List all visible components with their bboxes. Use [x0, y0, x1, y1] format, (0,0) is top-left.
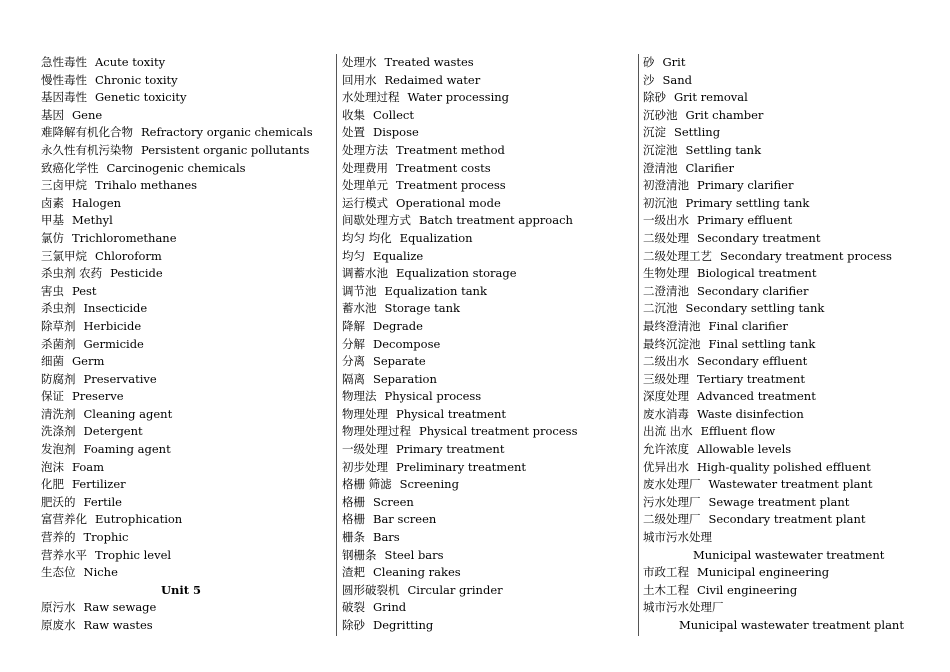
term-english: Equalization tank: [384, 283, 487, 298]
glossary-entry: [643, 265, 933, 283]
term-chinese: 肥沃的: [41, 494, 76, 509]
term-english: Trophic: [83, 530, 129, 545]
term-chinese: 城市污水处理: [643, 530, 712, 545]
glossary-entry: [342, 336, 632, 354]
term-english: Separation: [373, 371, 437, 386]
glossary-entry: [342, 547, 632, 565]
term-chinese: 深度处理: [643, 389, 689, 404]
term-chinese: 圆形破裂机: [342, 582, 400, 597]
glossary-entry: [643, 107, 933, 125]
term-english: Steel bars: [384, 547, 444, 562]
term-chinese: 分离: [342, 354, 365, 369]
term-chinese: 防腐剂: [41, 371, 76, 386]
term-chinese: 杀虫剂 农药: [41, 266, 103, 281]
term-english: Dispose: [373, 125, 419, 140]
glossary-entry: [342, 160, 632, 178]
glossary-entry: [41, 353, 321, 371]
term-english: Civil engineering: [697, 582, 798, 597]
term-chinese: 除砂: [643, 90, 666, 105]
term-chinese: 二澄清池: [643, 283, 689, 298]
glossary-entry: [342, 195, 632, 213]
term-chinese: 破裂: [342, 600, 365, 615]
term-english: Grit: [662, 55, 686, 69]
term-english: Preliminary treatment: [396, 459, 527, 474]
term-chinese: 二级处理: [643, 230, 689, 245]
term-chinese: 富营养化: [41, 512, 87, 527]
term-english: Treatment method: [396, 142, 505, 157]
term-english: Operational mode: [396, 195, 501, 210]
glossary-entry: [643, 511, 933, 529]
term-chinese: 一级处理: [342, 442, 388, 457]
term-english: Settling: [674, 125, 721, 140]
term-english: Redaimed water: [384, 72, 481, 87]
glossary-entry: [41, 283, 321, 301]
term-chinese: 优异出水: [643, 459, 689, 474]
term-chinese: 调蓄水池: [342, 266, 388, 281]
term-chinese: 钢栅条: [342, 547, 377, 562]
term-english: Grit removal: [674, 90, 748, 105]
glossary-entry: [41, 89, 321, 107]
glossary-entry: [342, 494, 632, 512]
term-english: Treatment process: [396, 178, 506, 193]
term-english: Final settling tank: [708, 336, 816, 351]
term-english: Cleaning agent: [83, 406, 173, 421]
glossary-entry: [342, 529, 632, 547]
term-english: Bars: [373, 530, 400, 545]
term-chinese: 格栅: [342, 494, 365, 509]
term-chinese: 难降解有机化合物: [41, 125, 133, 140]
term-chinese: 二级处理工艺: [643, 248, 712, 263]
term-chinese: 水处理过程: [342, 90, 400, 105]
column-divider-2: [638, 54, 639, 636]
glossary-entry: [342, 177, 632, 195]
glossary-entry: [41, 54, 321, 72]
glossary-entry: [41, 371, 321, 389]
glossary-column-1: [41, 54, 321, 635]
term-chinese: 城市污水处理厂: [643, 600, 724, 615]
term-chinese: 氯仿: [41, 230, 64, 245]
term-chinese: 泡沫: [41, 459, 64, 474]
term-english: Secondary treatment: [697, 230, 821, 245]
glossary-entry: [643, 300, 933, 318]
term-english: Insecticide: [83, 301, 148, 316]
term-chinese: 允许浓度: [643, 442, 689, 457]
term-english: Chloroform: [95, 248, 162, 263]
term-chinese: 初澄清池: [643, 178, 689, 193]
term-english: Effluent flow: [700, 424, 776, 439]
term-chinese: 物理处理过程: [342, 424, 411, 439]
term-english: Cleaning rakes: [373, 565, 461, 580]
glossary-entry: [643, 423, 933, 441]
term-english: Screening: [399, 477, 459, 492]
section-heading: Unit 5: [160, 582, 202, 597]
term-english: Raw sewage: [83, 600, 157, 615]
glossary-entry: [342, 371, 632, 389]
term-english: Wastewater treatment plant: [708, 477, 873, 492]
term-english: Bar screen: [373, 512, 437, 527]
glossary-entry: [342, 353, 632, 371]
glossary-entry: [41, 476, 321, 494]
glossary-entry: [41, 388, 321, 406]
term-english: Final clarifier: [708, 318, 788, 333]
term-chinese: 蓄水池: [342, 301, 377, 316]
term-english: Trophic level: [95, 547, 172, 562]
glossary-entry: [643, 353, 933, 371]
glossary-entry: [643, 459, 933, 477]
glossary-entry: [643, 336, 933, 354]
glossary-entry: [643, 441, 933, 459]
glossary-entry: [342, 423, 632, 441]
term-chinese: 间歇处理方式: [342, 213, 411, 228]
glossary-entry: [41, 265, 321, 283]
glossary-entry: [342, 441, 632, 459]
glossary-entry: [41, 406, 321, 424]
glossary-entry: [643, 283, 933, 301]
glossary-entry: [643, 230, 933, 248]
term-english: Primary settling tank: [685, 195, 810, 210]
term-chinese: 基因: [41, 107, 64, 122]
term-english: Degritting: [373, 618, 434, 632]
term-english: Herbicide: [83, 318, 142, 333]
term-chinese: 处置: [342, 125, 365, 140]
term-chinese: 运行模式: [342, 195, 388, 210]
term-chinese: 永久性有机污染物: [41, 142, 133, 157]
term-english: Circular grinder: [407, 582, 503, 597]
glossary-entry: [643, 529, 933, 547]
term-english: Degrade: [373, 318, 423, 333]
term-chinese: 降解: [342, 318, 365, 333]
term-chinese: 原废水: [41, 618, 76, 632]
term-english: Grit chamber: [685, 107, 764, 122]
glossary-entry: [342, 511, 632, 529]
glossary-entry: [342, 617, 632, 635]
term-english: Secondary treatment plant: [708, 512, 866, 527]
glossary-entry: [41, 107, 321, 125]
term-english: Genetic toxicity: [95, 90, 187, 105]
term-chinese: 初步处理: [342, 459, 388, 474]
term-chinese: 基因毒性: [41, 90, 87, 105]
term-chinese: 澄清池: [643, 160, 678, 175]
term-chinese: 出流 出水: [643, 424, 693, 439]
glossary-entry: [41, 494, 321, 512]
term-english: Gene: [72, 107, 103, 122]
term-english: Secondary treatment process: [720, 248, 892, 263]
glossary-entry: [342, 89, 632, 107]
term-english: Decompose: [373, 336, 441, 351]
term-chinese: 格栅 筛滤: [342, 477, 392, 492]
term-english: Storage tank: [384, 301, 460, 316]
term-english: Refractory organic chemicals: [141, 125, 313, 140]
term-english: Separate: [373, 354, 426, 369]
glossary-entry: [643, 124, 933, 142]
term-chinese: 均匀 均化: [342, 230, 392, 245]
term-english: High-quality polished effluent: [697, 459, 871, 474]
term-chinese: 分解: [342, 336, 365, 351]
term-english: Equalization: [399, 230, 473, 245]
term-english: Carcinogenic chemicals: [106, 160, 246, 175]
term-english: Trihalo methanes: [95, 178, 198, 193]
glossary-entry: [41, 300, 321, 318]
glossary-entry: [342, 72, 632, 90]
glossary-entry: [643, 248, 933, 266]
term-chinese: 害虫: [41, 283, 64, 298]
term-chinese: 三级处理: [643, 371, 689, 386]
term-chinese: 化肥: [41, 477, 64, 492]
term-english: Foam: [72, 459, 105, 474]
term-english: Primary treatment: [396, 442, 505, 457]
term-english: Primary effluent: [697, 213, 793, 228]
term-chinese: 卤素: [41, 195, 64, 210]
term-chinese: 收集: [342, 107, 365, 122]
glossary-entry: [342, 388, 632, 406]
term-chinese: 慢性毒性: [41, 72, 87, 87]
term-chinese: 除砂: [342, 618, 365, 632]
glossary-entry: [342, 564, 632, 582]
glossary-entry: [643, 599, 933, 617]
term-english: Municipal wastewater treatment plant: [679, 618, 904, 632]
term-english: Allowable levels: [697, 442, 792, 457]
term-chinese: 废水消毒: [643, 406, 689, 421]
term-chinese: 急性毒性: [41, 55, 87, 69]
term-chinese: 回用水: [342, 72, 377, 87]
term-english: Clarifier: [685, 160, 734, 175]
term-chinese: 杀虫剂: [41, 301, 76, 316]
term-chinese: 最终澄清池: [643, 318, 701, 333]
glossary-entry: [41, 160, 321, 178]
glossary-column-2: [342, 54, 632, 635]
glossary-entry: [342, 212, 632, 230]
term-chinese: 沉淀池: [643, 142, 678, 157]
term-chinese: 三氯甲烷: [41, 248, 87, 263]
term-english: Halogen: [72, 195, 122, 210]
glossary-entry: [342, 459, 632, 477]
term-english: Collect: [373, 107, 414, 122]
term-english: Sewage treatment plant: [708, 494, 850, 509]
term-chinese: 隔离: [342, 371, 365, 386]
term-chinese: 栅条: [342, 530, 365, 545]
term-english: Preserve: [72, 389, 124, 404]
glossary-entry: [342, 107, 632, 125]
term-chinese: 均匀: [342, 248, 365, 263]
term-english: Equalization storage: [396, 266, 517, 281]
glossary-entry: [342, 124, 632, 142]
glossary-entry: [41, 212, 321, 230]
glossary-entry: [41, 564, 321, 582]
term-chinese: 杀菌剂: [41, 336, 76, 351]
term-english: Municipal engineering: [697, 565, 830, 580]
glossary-entry: [41, 511, 321, 529]
term-chinese: 保证: [41, 389, 64, 404]
glossary-entry: [643, 371, 933, 389]
term-english: Grind: [373, 600, 407, 615]
term-chinese: 沉砂池: [643, 107, 678, 122]
term-chinese: 物理处理: [342, 406, 388, 421]
glossary-entry: [41, 459, 321, 477]
term-chinese: 细菌: [41, 354, 64, 369]
term-english: Niche: [83, 565, 118, 580]
term-english: Physical treatment: [396, 406, 506, 421]
term-chinese: 洗涤剂: [41, 424, 76, 439]
glossary-entry: [41, 547, 321, 565]
term-english: Foaming agent: [83, 442, 171, 457]
term-chinese: 发泡剂: [41, 442, 76, 457]
term-chinese: 营养的: [41, 530, 76, 545]
term-english: Biological treatment: [697, 266, 817, 281]
term-chinese: 清洗剂: [41, 406, 76, 421]
term-chinese: 二沉池: [643, 301, 678, 316]
term-chinese: 二级出水: [643, 354, 689, 369]
glossary-entry: [643, 177, 933, 195]
glossary-entry: [41, 617, 321, 635]
term-chinese: 沉淀: [643, 125, 666, 140]
term-chinese: 甲基: [41, 213, 64, 228]
term-english: Persistent organic pollutants: [141, 142, 310, 157]
term-chinese: 原污水: [41, 600, 76, 615]
term-chinese: 营养水平: [41, 547, 87, 562]
glossary-entry: [41, 599, 321, 617]
glossary-entry: [41, 230, 321, 248]
glossary-entry: [342, 265, 632, 283]
term-chinese: 沙: [643, 72, 655, 87]
glossary-entry: [643, 494, 933, 512]
glossary-entry: [342, 54, 632, 72]
glossary-entry: [643, 195, 933, 213]
term-english: Fertilizer: [72, 477, 126, 492]
term-chinese: 致癌化学性: [41, 160, 99, 175]
glossary-entry: [41, 441, 321, 459]
term-english: Germ: [72, 354, 105, 369]
glossary-entry: [342, 283, 632, 301]
glossary-entry: [643, 89, 933, 107]
term-english: Municipal wastewater treatment: [693, 547, 885, 562]
term-chinese: 调节池: [342, 283, 377, 298]
term-english: Treatment costs: [396, 160, 491, 175]
glossary-entry: [342, 318, 632, 336]
term-chinese: 最终沉淀池: [643, 336, 701, 351]
term-english: Screen: [373, 494, 414, 509]
glossary-entry: [342, 142, 632, 160]
term-english: Equalize: [373, 248, 424, 263]
glossary-entry: [41, 529, 321, 547]
term-english: Secondary clarifier: [697, 283, 809, 298]
glossary-entry: [41, 318, 321, 336]
glossary-column-3: [643, 54, 933, 635]
glossary-entry: [643, 212, 933, 230]
term-english: Chronic toxity: [95, 72, 178, 87]
term-english: Eutrophication: [95, 512, 183, 527]
term-english: Germicide: [83, 336, 144, 351]
term-english: Water processing: [407, 90, 510, 105]
term-chinese: 三卤甲烷: [41, 178, 87, 193]
glossary-entry: [41, 423, 321, 441]
term-english: Secondary settling tank: [685, 301, 825, 316]
term-chinese: 处理费用: [342, 160, 388, 175]
term-english: Methyl: [72, 213, 113, 228]
term-english: Treated wastes: [384, 55, 474, 69]
term-chinese: 一级出水: [643, 213, 689, 228]
term-english: Batch treatment approach: [419, 213, 573, 228]
glossary-entry: [643, 54, 933, 72]
glossary-entry: [41, 124, 321, 142]
glossary-entry: [41, 72, 321, 90]
column-divider-1: [336, 54, 337, 636]
glossary-entry: [643, 406, 933, 424]
term-english: Secondary effluent: [697, 354, 808, 369]
term-chinese: 初沉池: [643, 195, 678, 210]
glossary-entry: [643, 547, 933, 565]
glossary-entry: [41, 177, 321, 195]
glossary-entry: [643, 160, 933, 178]
term-english: Pest: [72, 283, 97, 298]
term-english: Acute toxity: [95, 55, 166, 69]
term-english: Trichloromethane: [72, 230, 177, 245]
term-chinese: 废水处理厂: [643, 477, 701, 492]
glossary-entry: [41, 336, 321, 354]
term-english: Advanced treatment: [697, 389, 816, 404]
glossary-entry: [41, 195, 321, 213]
glossary-entry: [643, 318, 933, 336]
glossary-entry: [643, 617, 933, 635]
glossary-entry: [342, 300, 632, 318]
term-english: Primary clarifier: [697, 178, 794, 193]
term-english: Physical treatment process: [419, 424, 578, 439]
glossary-entry: [342, 406, 632, 424]
term-chinese: 生物处理: [643, 266, 689, 281]
term-english: Tertiary treatment: [697, 371, 806, 386]
term-english: Raw wastes: [83, 618, 153, 632]
term-chinese: 处理单元: [342, 178, 388, 193]
glossary-entry: [342, 248, 632, 266]
term-english: Sand: [662, 72, 693, 87]
glossary-entry: [643, 388, 933, 406]
glossary-entry: [643, 72, 933, 90]
glossary-entry: [342, 230, 632, 248]
glossary-entry: [643, 582, 933, 600]
term-chinese: 渣耙: [342, 565, 365, 580]
glossary-entry: [643, 564, 933, 582]
term-english: Pesticide: [110, 266, 163, 281]
term-chinese: 格栅: [342, 512, 365, 527]
glossary-entry: [643, 142, 933, 160]
glossary-entry: [342, 476, 632, 494]
term-english: Physical process: [384, 389, 482, 404]
term-english: Detergent: [83, 424, 143, 439]
term-chinese: 砂: [643, 55, 655, 69]
term-chinese: 处理方法: [342, 142, 388, 157]
term-english: Waste disinfection: [697, 406, 804, 421]
term-english: Settling tank: [685, 142, 762, 157]
term-chinese: 物理法: [342, 389, 377, 404]
term-chinese: 市政工程: [643, 565, 689, 580]
glossary-entry: [342, 599, 632, 617]
glossary-entry: [41, 142, 321, 160]
term-chinese: 除草剂: [41, 318, 76, 333]
term-english: Preservative: [83, 371, 157, 386]
term-chinese: 污水处理厂: [643, 494, 701, 509]
term-chinese: 处理水: [342, 55, 377, 69]
glossary-entry: [342, 582, 632, 600]
glossary-entry: [643, 476, 933, 494]
term-chinese: 土木工程: [643, 582, 689, 597]
term-english: Fertile: [83, 494, 122, 509]
term-chinese: 二级处理厂: [643, 512, 701, 527]
term-chinese: 生态位: [41, 565, 76, 580]
glossary-entry: [41, 248, 321, 266]
